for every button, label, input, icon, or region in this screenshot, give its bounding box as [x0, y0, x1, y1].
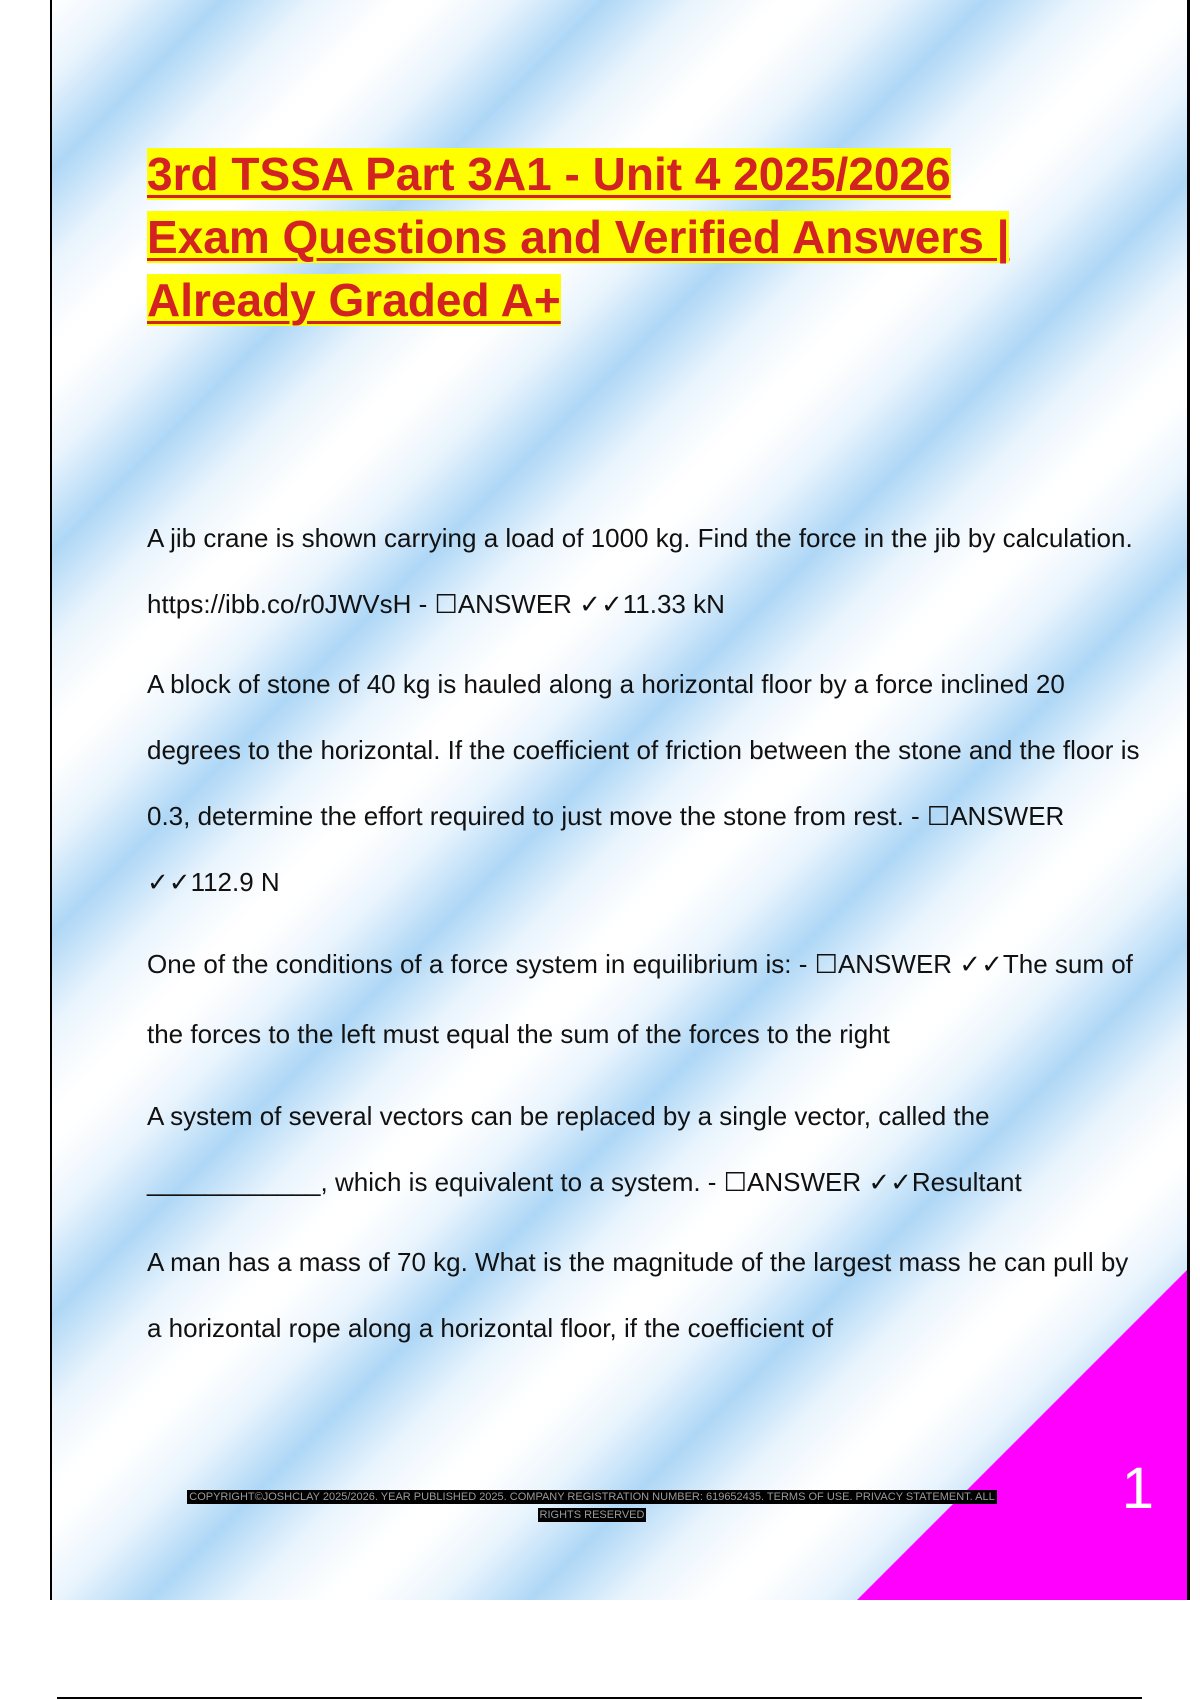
qa-item: [147, 505, 1147, 637]
bottom-divider: [57, 1697, 1142, 1699]
title-line-3: Already Graded A+: [147, 274, 561, 326]
qa-item: [147, 1083, 1147, 1215]
qa-text: One of the conditions of a force system in equilibrium is: - ☐ANSWER ✓✓The sum of the forces to the left must equal the sum of the forces to the right: [147, 949, 1141, 1049]
qa-text: A man has a mass of 70 kg. What is the magnitude of the largest mass he can pull by a horizontal rope along a horizontal floor, if the coefficient of: [147, 1247, 1136, 1343]
qa-text: A block of stone of 40 kg is hauled along a horizontal floor by a force inclined 20 degrees to the horizontal. If the coefficient of friction between the stone and the floor is 0.3, determine the effort required to just move the stone from rest. - ☐ANSWER ✓✓112.9 N: [147, 669, 1147, 897]
qa-item: [147, 929, 1147, 1069]
document-page: [50, 0, 1190, 1600]
title-line-2: Exam Questions and Verified Answers |: [147, 211, 1010, 263]
qa-item: [147, 651, 1147, 915]
title-line-1: 3rd TSSA Part 3A1 - Unit 4 2025/2026: [147, 148, 951, 200]
question-answer-list: [147, 505, 1147, 1375]
copyright-text: COPYRIGHT©JOSHCLAY 2025/2026. YEAR PUBLISHED 2025. COMPANY REGISTRATION NUMBER: 619652435. TERMS OF USE. PRIVACY STATEMENT. ALL RIGHTS RESERVED: [189, 1491, 995, 1521]
document-title: [147, 143, 1107, 332]
qa-text: A system of several vectors can be replaced by a single vector, called the ____________, which is equivalent to a system. - ☐ANSWER ✓✓Resultant: [147, 1101, 1022, 1197]
copyright-notice: [177, 1488, 1007, 1524]
qa-text: A jib crane is shown carrying a load of 1000 kg. Find the force in the jib by calculation. https://ibb.co/r0JWVsH - ☐ANSWER ✓✓11.33 kN: [147, 523, 1140, 619]
qa-item: [147, 1229, 1147, 1361]
page-number: 1: [1121, 1456, 1154, 1521]
